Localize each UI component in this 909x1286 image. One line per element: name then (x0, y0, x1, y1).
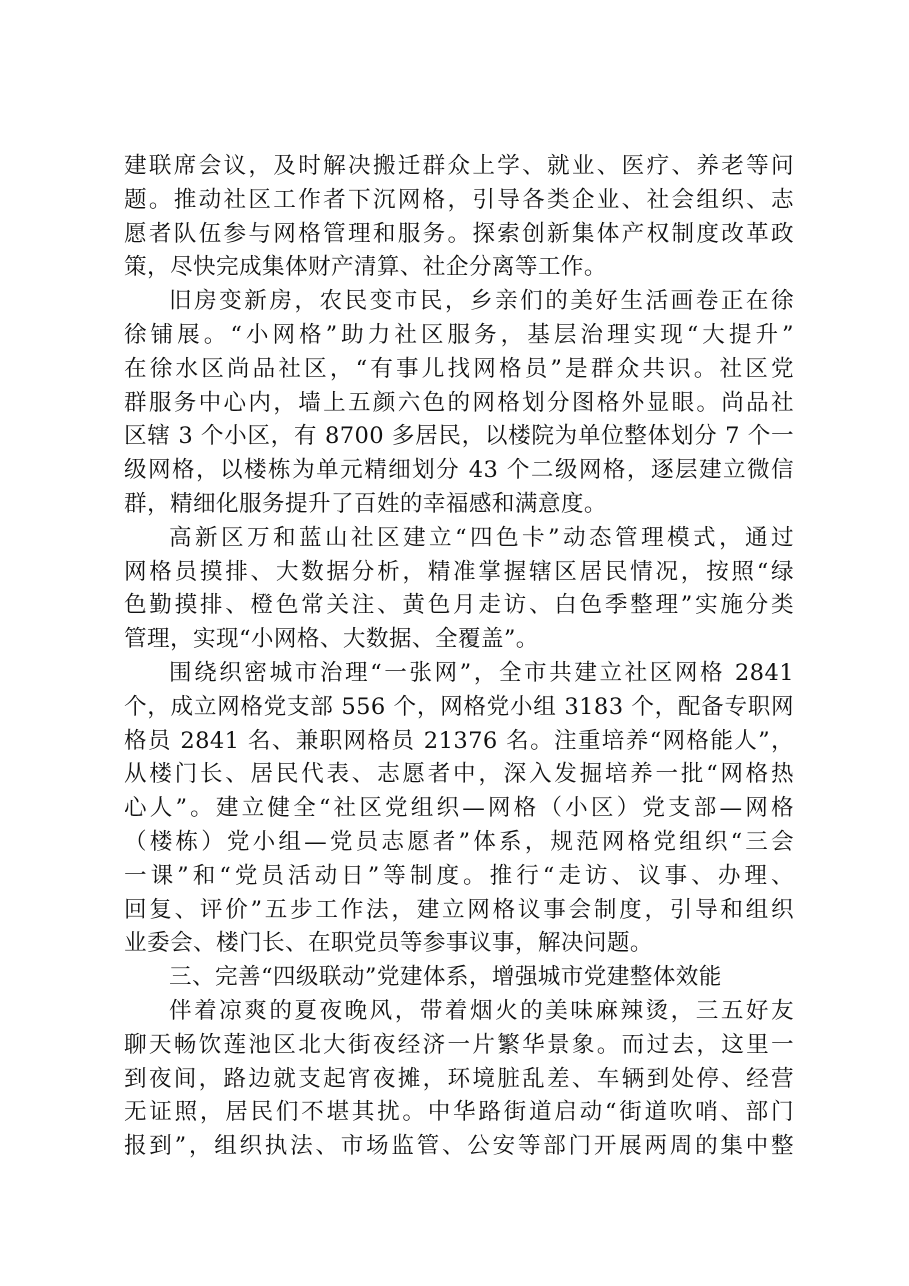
text-line: 管理，实现“小网格、大数据、全覆盖”。 (124, 626, 539, 653)
text-line: 高新区万和蓝山社区建立“四色卡”动态管理模式，通过 (169, 524, 794, 551)
paragraph-2 (124, 285, 794, 522)
text-line: 群服务中心内，墙上五颜六色的网格划分图格外显眼。尚品社 (124, 389, 794, 416)
text-line: 围绕织密城市治理“一张网”，全市共建立社区网格 2841 (169, 659, 794, 686)
text-line: 到夜间，路边就支起宵夜摊，环境脏乱差、车辆到处停、经营 (124, 1065, 794, 1092)
text-line: 从楼门长、居民代表、志愿者中，深入发掘培养一批“网格热 (124, 761, 794, 788)
text-line: 在徐水区尚品社区，“有事儿找网格员”是群众共识。社区党 (124, 355, 794, 382)
text-line: 心人”。建立健全“社区党组织—网格（小区）党支部—网格 (124, 795, 794, 822)
section-heading (124, 961, 794, 995)
paragraph-4 (124, 657, 794, 961)
text-line: 报到”，组织执法、市场监管、公安等部门开展两周的集中整 (124, 1133, 794, 1160)
document-body (124, 150, 794, 1164)
text-line: 色勤摸排、橙色常关注、黄色月走访、白色季整理”实施分类 (124, 592, 794, 619)
text-line: 一课”和“党员活动日”等制度。推行“走访、议事、办理、 (124, 862, 794, 889)
text-line: 业委会、楼门长、在职党员等参事议事，解决问题。 (124, 930, 653, 957)
text-line: 伴着凉爽的夏夜晚风，带着烟火的美味麻辣烫，三五好友 (169, 997, 794, 1024)
text-line: 旧房变新房，农民变市民，乡亲们的美好生活画卷正在徐 (169, 288, 794, 315)
text-line: 格员 2841 名、兼职网格员 21376 名。注重培养“网格能人”， (124, 727, 794, 754)
text-line: 愿者队伍参与网格管理和服务。探索创新集体产权制度改革政 (124, 220, 794, 247)
text-line: 回复、评价”五步工作法，建立网格议事会制度，引导和组织 (124, 896, 794, 923)
text-line: 徐铺展。“小网格”助力社区服务，基层治理实现“大提升” (124, 321, 794, 348)
paragraph-6 (124, 995, 794, 1164)
text-line: 群，精细化服务提升了百姓的幸福感和满意度。 (124, 490, 607, 517)
text-line: 题。推动社区工作者下沉网格，引导各类企业、社会组织、志 (124, 186, 794, 213)
text-line: 建联席会议，及时解决搬迁群众上学、就业、医疗、养老等问 (124, 153, 794, 179)
text-line: （楼栋）党小组—党员志愿者”体系，规范网格党组织“三会 (124, 828, 794, 855)
section-heading-text: 三、完善“四级联动”党建体系，增强城市党建整体效能 (169, 964, 722, 991)
text-line: 区辖 3 个小区，有 8700 多居民，以楼院为单位整体划分 7 个一 (124, 423, 794, 450)
paragraph-1 (124, 150, 794, 285)
text-line: 级网格，以楼栋为单元精细划分 43 个二级网格，逐层建立微信 (124, 457, 794, 484)
text-line: 无证照，居民们不堪其扰。中华路街道启动“街道吹哨、部门 (124, 1099, 794, 1126)
text-line: 网格员摸排、大数据分析，精准掌握辖区居民情况，按照“绿 (124, 558, 794, 585)
text-line: 个，成立网格党支部 556 个，网格党小组 3183 个，配备专职网 (124, 693, 794, 720)
text-line: 策，尽快完成集体财产清算、社企分离等工作。 (124, 254, 607, 281)
paragraph-3 (124, 522, 794, 657)
text-line: 聊天畅饮莲池区北大街夜经济一片繁华景象。而过去，这里一 (124, 1031, 794, 1058)
